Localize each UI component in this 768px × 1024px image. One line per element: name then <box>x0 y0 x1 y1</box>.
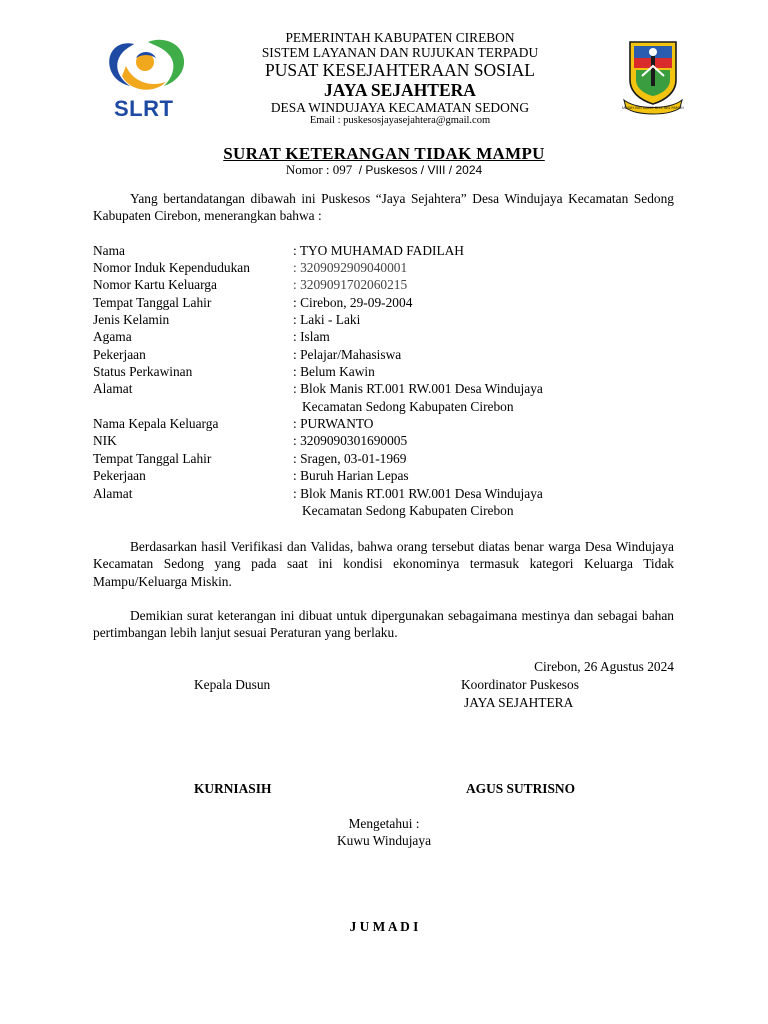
field-value: : Laki - Laki <box>293 312 361 327</box>
field-value: : 3209092909040001 <box>293 260 408 275</box>
left-signer-role: Kepala Dusun <box>194 677 271 692</box>
intro-paragraph <box>93 190 674 225</box>
field-value-continued: Kecamatan Sedong Kabupaten Cirebon <box>302 503 514 518</box>
field-value: : Belum Kawin <box>293 364 375 379</box>
closing-paragraph <box>93 607 674 642</box>
field-label: Alamat <box>93 486 133 501</box>
cirebon-emblem <box>622 36 684 116</box>
closing-text: Demikian surat keterangan ini dibuat untuk dipergunakan sebagaimana mestinya dan sebagai bahan pertimbangan lebih lanjut sesuai Peraturan yang berlaku. <box>93 608 674 641</box>
field-value: : Islam <box>293 329 330 344</box>
field-value: : PURWANTO <box>293 416 374 431</box>
document-number <box>0 162 768 178</box>
field-value: : Blok Manis RT.001 RW.001 Desa Windujaya <box>293 486 543 501</box>
left-signer-name: KURNIASIH <box>194 781 272 796</box>
field-value: : 3209090301690005 <box>293 433 408 448</box>
field-value: : Sragen, 03-01-1969 <box>293 451 407 466</box>
document-title <box>0 144 768 164</box>
right-signer-role: Koordinator Puskesos <box>461 677 579 692</box>
field-value-continued: Kecamatan Sedong Kabupaten Cirebon <box>302 399 514 414</box>
field-label: Nama <box>93 243 125 258</box>
emblem-ribbon-text: RAMAH ING GAWE BLIS ING PAMRIH <box>622 106 684 110</box>
right-signer-name: AGUS SUTRISNO <box>466 781 576 796</box>
place-date: Cirebon, 26 Agustus 2024 <box>534 659 674 674</box>
acknowledge-name: J U M A D I <box>349 919 419 934</box>
header-line-4: JAYA SEJAHTERA <box>324 80 476 100</box>
field-value: : Pelajar/Mahasiswa <box>293 347 402 362</box>
field-label: Pekerjaan <box>93 468 146 483</box>
right-signer-org: JAYA SEJAHTERA <box>464 695 574 710</box>
header-line-2: SISTEM LAYANAN DAN RUJUKAN TERPADU <box>261 45 539 60</box>
intro-text: Yang bertandatangan dibawah ini Puskesos “Jaya Sejahtera” Desa Windujaya Kecamatan Sedong Kabupaten Cirebon, menerangkan bahwa : <box>93 191 674 224</box>
document-title-text: SURAT KETERANGAN TIDAK MAMPU <box>223 144 545 163</box>
field-label: NIK <box>93 433 117 448</box>
verification-paragraph <box>93 538 674 590</box>
field-label: Tempat Tanggal Lahir <box>93 295 212 310</box>
field-label: Tempat Tanggal Lahir <box>93 451 212 466</box>
field-value: : TYO MUHAMAD FADILAH <box>293 243 464 258</box>
field-label: Nama Kepala Keluarga <box>93 416 219 431</box>
field-value: : Buruh Harian Lepas <box>293 468 409 483</box>
field-label: Jenis Kelamin <box>93 312 170 327</box>
field-value: : Blok Manis RT.001 RW.001 Desa Windujaya <box>293 381 543 396</box>
header-email: Email : puskesosjayasejahtera@gmail.com <box>309 115 491 126</box>
header-line-5: DESA WINDUJAYA KECAMATAN SEDONG <box>270 100 530 115</box>
slrt-logo <box>104 36 190 122</box>
field-label: Agama <box>93 329 132 344</box>
field-label: Status Perkawinan <box>93 364 193 379</box>
shield-emblem-icon <box>622 36 684 116</box>
field-label: Pekerjaan <box>93 347 146 362</box>
slrt-logo-text: SLRT <box>114 96 174 121</box>
verification-text: Berdasarkan hasil Verifikasi dan Validas, bahwa orang tersebut diatas benar warga Desa Windujaya Kecamatan Sedong yang pada saat ini kondisi ekonominya termasuk kategori Keluarga Tidak Mampu/Keluarga Miskin. <box>93 539 674 589</box>
header-line-1: PEMERINTAH KABUPATEN CIREBON <box>285 30 515 45</box>
slrt-logo-icon <box>104 36 190 98</box>
field-value: : 3209091702060215 <box>293 277 408 292</box>
document-number-suffix: / Puskesos / VIII / 2024 <box>358 163 483 177</box>
field-label: Nomor Kartu Keluarga <box>93 277 217 292</box>
field-label: Alamat <box>93 381 133 396</box>
document-number-label: Nomor : 097 <box>285 162 353 177</box>
field-value: : Cirebon, 29-09-2004 <box>293 295 413 310</box>
acknowledge-role: Kuwu Windujaya <box>336 833 432 848</box>
field-label: Nomor Induk Kependudukan <box>93 260 250 275</box>
acknowledge-label: Mengetahui : <box>348 816 420 831</box>
header-line-3: PUSAT KESEJAHTERAAN SOSIAL <box>265 60 535 80</box>
